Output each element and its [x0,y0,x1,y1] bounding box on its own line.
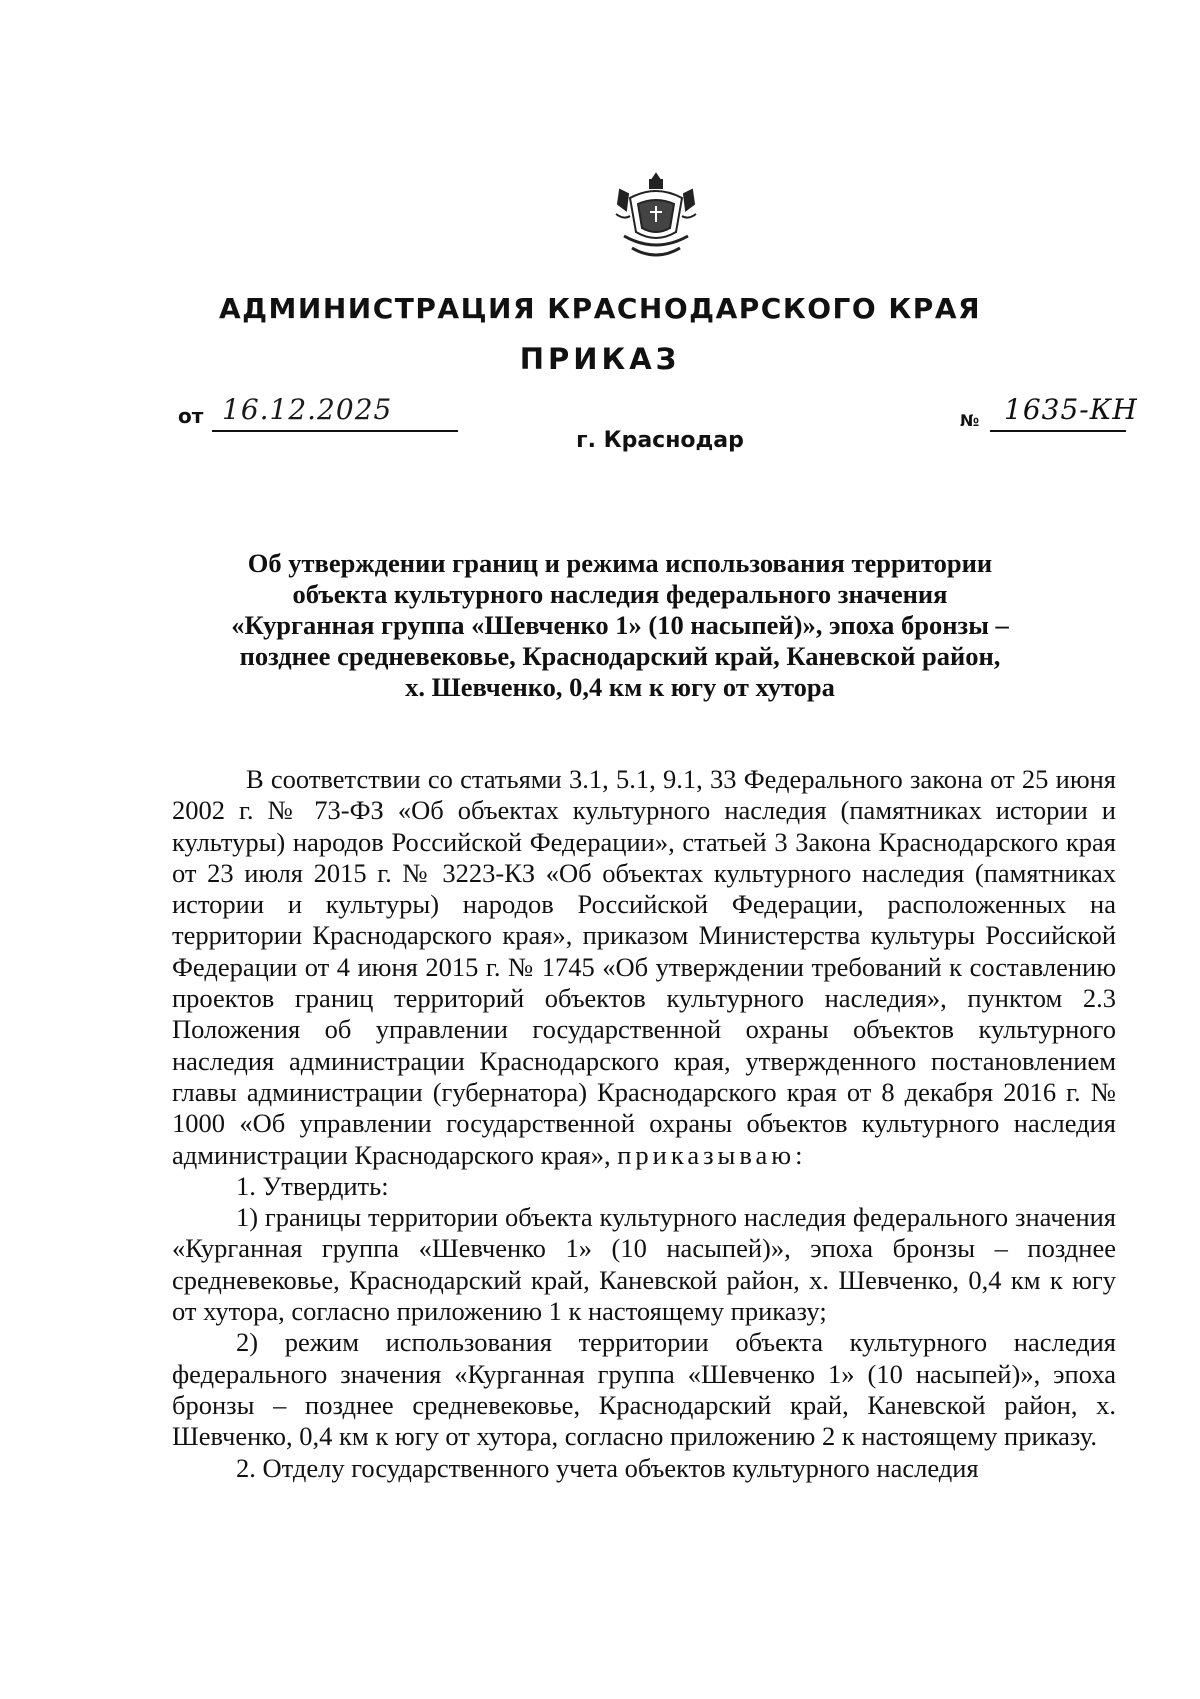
item-1-2: 2) режим использования территории объекта культурного наследия федерального значения «Курганная группа «Шевченко 1» (10 насыпей)», эпоха бронзы – позднее средневековье, Краснодарский край, Каневской район, х. Шевченко, 0,4 км к югу от хутора, согласно приложению 2 к настоящему приказу. [172,1327,1116,1452]
title-line: «Курганная группа «Шевченко 1» (10 насыпей)», эпоха бронзы – [231,610,1009,640]
title-line: объекта культурного наследия федерального значения [292,579,948,609]
coat-of-arms-emblem [610,170,702,270]
document-title [180,548,1060,703]
number-underline [990,430,1126,432]
preamble-paragraph [172,764,1116,1171]
document-body [172,764,1116,1484]
title-line: Об утверждении границ и режима использования территории [247,548,993,578]
document-date: 16.12.2025 [222,393,393,426]
title-line: х. Шевченко, 0,4 км к югу от хутора [405,672,835,702]
organization-name: АДМИНИСТРАЦИЯ КРАСНОДАРСКОГО КРАЯ [218,292,982,325]
date-prefix: от [178,404,204,428]
document-type: ПРИКАЗ [519,342,681,376]
item-2: 2. Отделу государственного учета объектов культурного наследия [236,1452,979,1483]
title-line: позднее средневековье, Краснодарский край, Каневской район, [239,641,1001,671]
item-1-1: 1) границы территории объекта культурного наследия федерального значения «Курганная группа «Шевченко 1» (10 насыпей)», эпоха бронзы – позднее средневековье, Краснодарский край, Каневской район, х. Шевченко, 0,4 км к югу от хутора, согласно приложению 1 к настоящему приказу; [172,1202,1116,1327]
item-1: 1. Утвердить: [236,1170,389,1201]
document-number: 1635-КН [1004,393,1138,426]
preamble-text: В соответствии со статьями 3.1, 5.1, 9.1, 33 Федерального закона от 25 июня 2002 г. № 73-ФЗ «Об объектах культурного наследия (памятниках истории и культуры) народов Российской Федерации», статьей 3 Закона Краснодарского края от 23 июля 2015 г. № 3223-КЗ «Об объектах культурного наследия (памятниках истории и культуры) народов Российской Федерации, расположенных на территории Краснодарского края», приказом Министерства культуры Российской Федерации от 4 июня 2015 г. № 1745 «Об утверждении требований к составлению проектов границ территорий объектов культурного наследия», пунктом 2.3 Положения об управлении государственной охраны объектов культурного наследия администрации Краснодарского края, утвержденного постановлением главы администрации (губернатора) Краснодарского края от 8 декабря 2016 г. № 1000 «Об управлении государственной охраны объектов культурного наследия администрации Краснодарского края», [172,764,1116,1170]
order-word: приказываю: [617,1139,807,1170]
number-prefix: № [960,411,980,430]
city-name: г. Краснодар [576,428,744,453]
